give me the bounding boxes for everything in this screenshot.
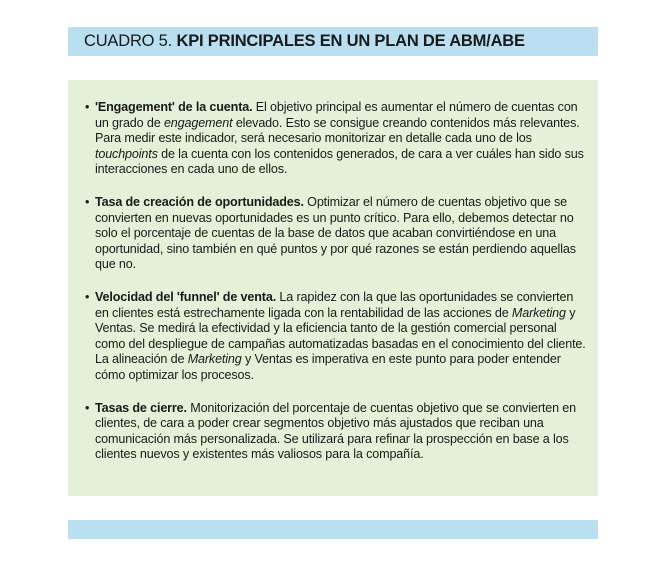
- bullet-icon: •: [85, 194, 90, 209]
- kpi-text-italic: touchpoints: [95, 146, 158, 161]
- kpi-text: Monitorización del porcentaje de cuentas objetivo que se convierten en clientes, de cara a poder crear segmentos objetivo más ajustados que reciban una comunicación más personalizada. Se utilizará para refinar la prospección en base a los clientes nuevos y existentes más valiosos para la compañía.: [95, 400, 576, 462]
- kpi-text: El objetivo principal es aumentar el número de cuentas con un grado de: [95, 100, 578, 130]
- kpi-text: de la cuenta con los contenidos generados, de cara a ver cuáles han sido sus interacciones en cada uno de ellos.: [95, 146, 584, 177]
- kpi-text: La rapidez con la que las oportunidades se convierten en clientes está estrechamente ligada con la rentabilidad de las acciones de: [95, 289, 574, 320]
- kpi-list: [68, 80, 598, 496]
- kpi-text: y Ventas. Se medirá la efectividad y la eficiencia tanto de la gestión comercial personal como del despliegue de campañas automatizadas basadas en el conocimiento del cliente. La alineación de: [95, 305, 586, 367]
- box-footer-bar: [68, 520, 598, 539]
- kpi-title: Velocidad del 'funnel' de venta.: [95, 289, 277, 304]
- kpi-item-close-rates: [85, 401, 586, 463]
- kpi-title: 'Engagement' de la cuenta.: [95, 100, 253, 114]
- box-title: KPI PRINCIPALES EN UN PLAN DE ABM/ABE: [176, 32, 525, 50]
- kpi-title: Tasa de creación de oportunidades.: [95, 194, 304, 209]
- kpi-text: y Ventas es imperativa en este punto para poder entender cómo optimizar los procesos.: [95, 352, 561, 382]
- kpi-item-opportunity-rate: [85, 195, 586, 273]
- box-header: [68, 27, 598, 56]
- kpi-title: Tasas de cierre.: [95, 400, 187, 415]
- kpi-text-italic: engagement: [163, 115, 233, 130]
- bullet-icon: •: [85, 400, 90, 415]
- box-number: CUADRO 5.: [84, 32, 173, 50]
- kpi-text: Optimizar el número de cuentas objetivo que se convierten en nuevas oportunidades es un punto crítico. Para ello, debemos detectar no solo el porcentaje de cuentas de la base de datos que acaban convirtiéndose en una oportunidad, sino también en qué puntos y por qué razones se están perdiendo aquellas que no.: [95, 194, 576, 272]
- kpi-text-italic: Marketing: [511, 305, 566, 320]
- kpi-text-italic: Marketing: [187, 352, 242, 367]
- kpi-item-engagement: [85, 100, 586, 178]
- kpi-item-funnel-velocity: [85, 290, 586, 384]
- kpi-text: elevado. Esto se consigue creando contenidos más relevantes. Para medir este indicador, será necesario monitorizar en detalle cada uno de los: [95, 115, 580, 146]
- bullet-icon: •: [85, 100, 90, 114]
- bullet-icon: •: [85, 289, 90, 304]
